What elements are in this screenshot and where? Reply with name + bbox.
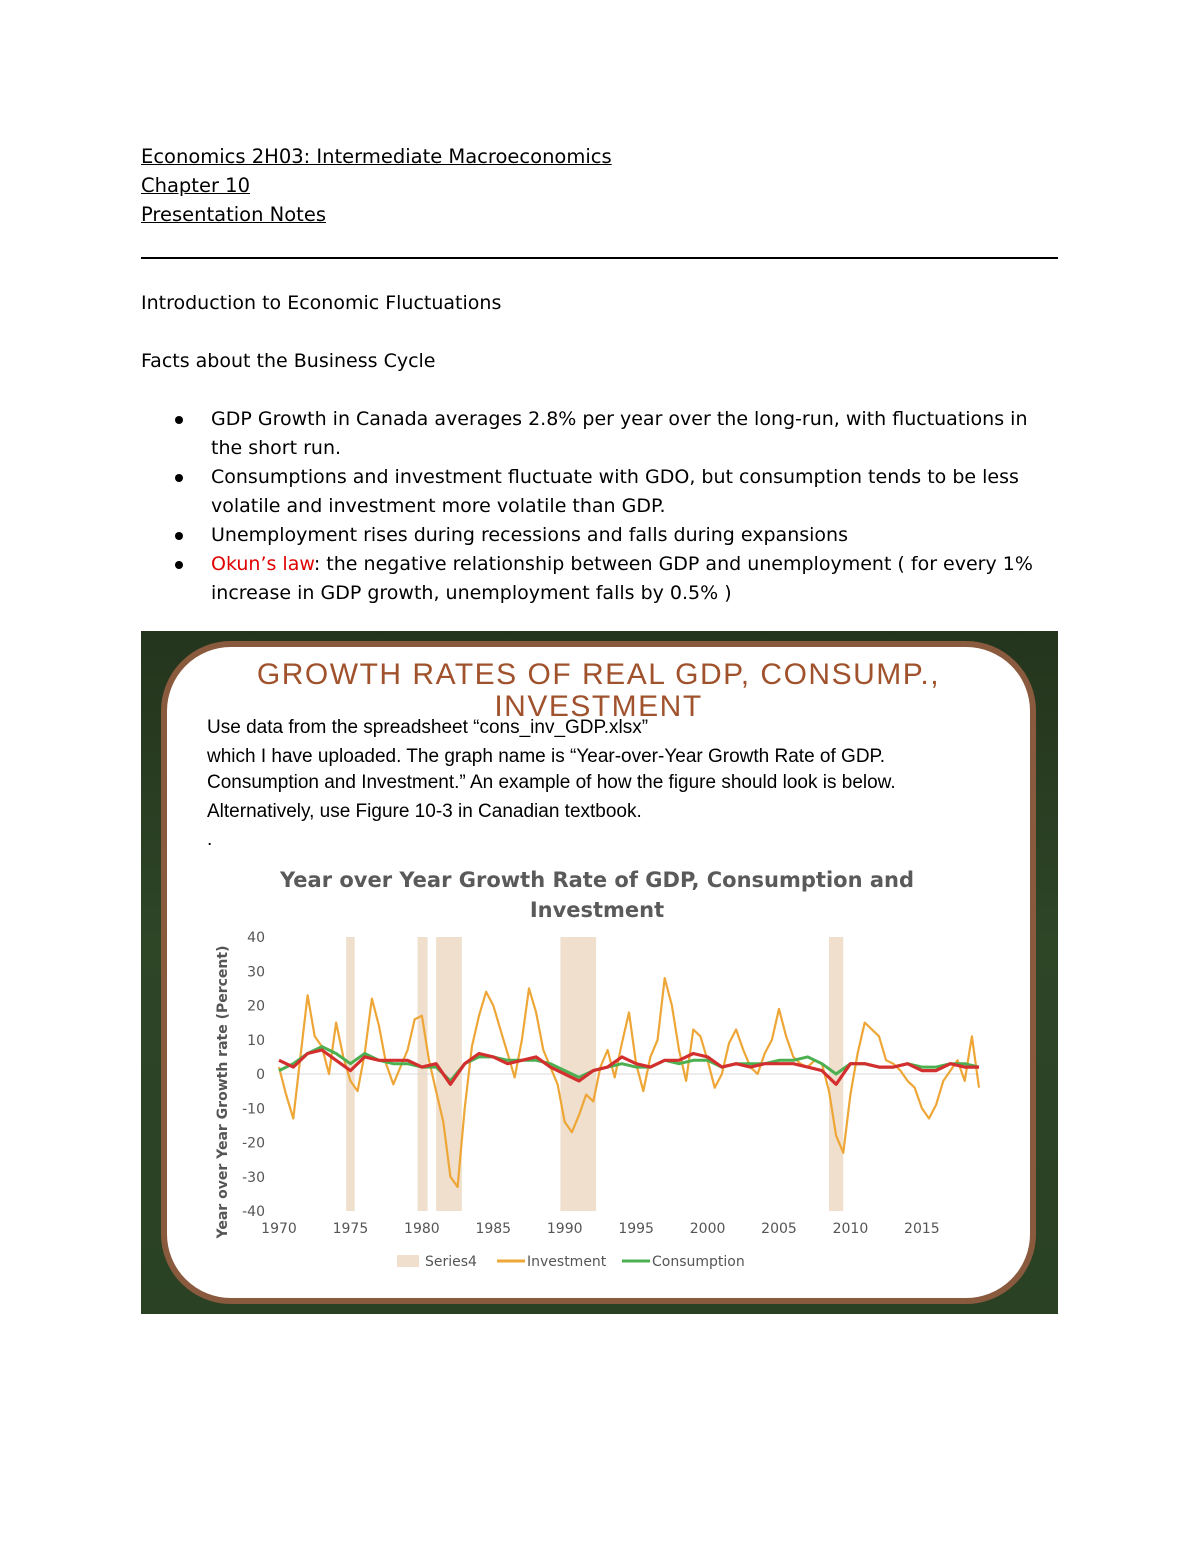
bullet-item [171,463,1051,521]
slide-text-line: Use data from the spreadsheet “cons_inv_GDP.xlsx” [207,717,649,738]
okuns-law-keyword: Okun’s law [211,553,314,575]
y-tick-label: -10 [242,1101,265,1118]
x-tick-label: 1975 [332,1221,369,1237]
legend-label: Series4 [425,1254,477,1270]
y-tick-label: -20 [242,1135,265,1152]
x-tick-label: 1970 [261,1221,297,1237]
x-tick-label: 1985 [475,1221,512,1237]
y-tick-label: 20 [247,998,265,1015]
notes-title: Presentation Notes [141,203,326,226]
y-tick-label: 40 [247,930,265,946]
bullet-item [171,405,1051,463]
bullet-item [171,550,1051,608]
x-tick-label: 2015 [904,1221,940,1237]
y-tick-label: -30 [242,1169,265,1186]
x-tick-label: 1995 [618,1221,654,1237]
growth-rate-chart [167,647,1030,1298]
slide-title-line: INVESTMENT [494,690,703,723]
x-tick-label: 2010 [832,1221,869,1237]
chart-title: Year over Year Growth Rate of GDP, Consumption and Investment [280,868,914,922]
bullet-text: : the negative relationship between GDP and unemployment ( for every 1% increase in GDP growth, unemployment falls by 0.5% ) [211,553,1033,604]
chapter-title: Chapter 10 [141,174,250,197]
y-axis-label: Year over Year Growth rate (Percent) [215,945,231,1239]
legend-label: Investment [527,1254,607,1270]
slide-text-line: Alternatively, use Figure 10-3 in Canadian textbook. [207,801,642,822]
section-heading: Introduction to Economic Fluctuations [141,292,502,314]
slide-text-line: which I have uploaded. The graph name is “Year-over-Year Growth Rate of GDP. [207,746,886,767]
bullet-text: Consumptions and investment fluctuate with GDO, but consumption tends to be less volatile and investment more volatile than GDP. [211,466,1019,517]
bullet-text: GDP Growth in Canada averages 2.8% per year over the long-run, with fluctuations in the short run. [211,408,1028,459]
series-line-investment [279,978,979,1187]
course-title: Economics 2H03: Intermediate Macroeconomics [141,145,612,168]
slide-title-line: GROWTH RATES OF REAL GDP, CONSUMP., [256,658,941,691]
legend-label: Consumption [652,1254,745,1270]
x-tick-label: 1990 [546,1221,583,1237]
facts-heading: Facts about the Business Cycle [141,350,436,372]
y-tick-label: 10 [247,1032,265,1049]
x-tick-label: 1980 [404,1221,440,1237]
bullet-item [171,521,1051,550]
slide-card [161,641,1036,1304]
bullet-list [171,405,1051,608]
y-tick-label: 0 [256,1067,265,1083]
x-tick-label: 2000 [689,1221,726,1237]
document-header [141,142,612,229]
slide-text-line: . [207,829,213,850]
horizontal-rule [141,257,1058,259]
x-tick-label: 2005 [761,1221,797,1237]
slide-image [141,631,1058,1314]
slide-text-line: Consumption and Investment.” An example of how the figure should look is below. [207,772,896,793]
bullet-text: Unemployment rises during recessions and falls during expansions [211,524,848,546]
y-tick-label: 30 [247,964,265,981]
y-tick-label: -40 [242,1204,265,1220]
legend-swatch [397,1255,419,1267]
